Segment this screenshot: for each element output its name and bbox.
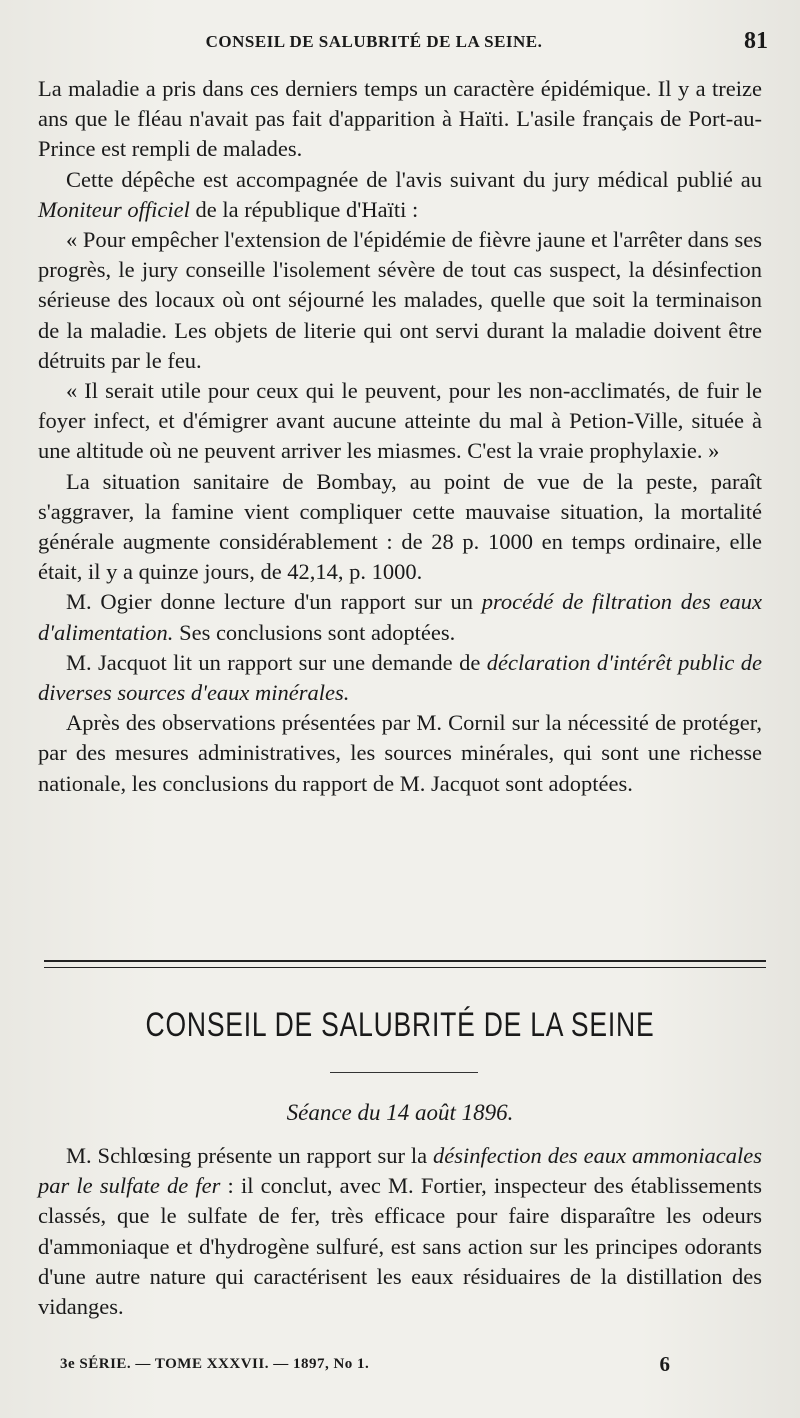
title-underline — [330, 1072, 478, 1073]
report-subject: déclaration d'intérêt public de diverses sources d'eaux minérales. — [38, 649, 762, 706]
quoted-paragraph: « Il serait utile pour ceux qui le peuvent, pour les non-acclimatés, de fuir le foyer infect, et d'émigrer avant aucune atteinte du mal à Petion-Ville, située à une altitude où ne peuvent arriver les miasmes. C'est la vraie prophylaxie. » — [38, 378, 762, 464]
signature-mark: 6 — [659, 1352, 670, 1376]
paragraph — [38, 587, 762, 647]
footer — [60, 1352, 670, 1382]
section-divider — [44, 960, 766, 968]
series-line: 3e SÉRIE. — TOME XXXVII. — 1897, No 1. — [60, 1356, 370, 1372]
paragraph: La situation sanitaire de Bombay, au point de vue de la peste, paraît s'aggraver, la famine vient compliquer cette mauvaise situation, la mortalité générale augmente considérablement : de 28 p. 1000 en temps ordinaire, elle était, il y a quinze jours, de 42,14, p. 1000. — [38, 468, 762, 585]
paragraph-text: Ses conclusions sont adoptées. — [173, 619, 456, 645]
paragraph — [38, 1141, 762, 1322]
paragraph: La maladie a pris dans ces derniers temps un caractère épidémique. Il y a treize ans que le fléau n'avait pas fait d'apparition à Haïti. L'asile français de Port-au-Prince est rempli de malades. — [38, 76, 762, 162]
paragraph-text: M. Ogier donne lecture d'un rapport sur un — [66, 589, 482, 615]
report-subject: désinfection des eaux ammoniacales par le sulfate de fer — [38, 1143, 762, 1199]
paragraph: Après des observations présentées par M. Cornil sur la nécessité de protéger, par des mesures administratives, les sources minérales, qui sont une richesse nationale, les conclusions du rapport de M. Jacquot sont adoptées. — [38, 710, 762, 796]
paragraph-text: M. Schlœsing présente un rapport sur la — [66, 1143, 434, 1168]
running-title: CONSEIL DE SALUBRITÉ DE LA SEINE. — [205, 32, 543, 51]
paragraph — [38, 648, 762, 708]
quoted-paragraph: « Pour empêcher l'extension de l'épidémie de fièvre jaune et l'arrêter dans ses progrès, le jury conseille l'isolement sévère de tout cas suspect, la désinfection sérieuse des locaux où ont séjourné les malades, quelle que soit la terminaison de la maladie. Les objets de literie qui ont servi durant la maladie doivent être détruits par le feu. — [38, 227, 762, 373]
paragraph-text: Cette dépêche est accompagnée de l'avis suivant du jury médical publié au — [66, 166, 762, 192]
page-number: 81 — [744, 28, 768, 54]
running-head — [40, 28, 768, 60]
body-text-lower — [38, 1141, 762, 1322]
paragraph-text: : il conclut, avec M. Fortier, inspecteur des établissements classés, que le sulfate de fer, très efficace pour faire disparaître les odeurs d'ammoniaque et d'hydrogène sulfuré, est sans action sur les principes odorants d'une autre nature qui caractérisent les eaux résiduaires de la distillation des vidanges. — [38, 1173, 762, 1320]
paragraph-text: M. Jacquot lit un rapport sur une demande de — [66, 649, 487, 675]
report-subject: procédé de filtration des eaux d'alimentation. — [38, 589, 762, 645]
paragraph-text: de la république d'Haïti : — [189, 196, 419, 222]
session-date: Séance du 14 août 1896. — [286, 1100, 514, 1125]
journal-title: Moniteur officiel — [38, 196, 190, 222]
paragraph — [38, 165, 762, 225]
body-text-upper — [38, 74, 762, 799]
section-title: CONSEIL DE SALUBRITÉ DE LA SEINE — [145, 1006, 655, 1044]
